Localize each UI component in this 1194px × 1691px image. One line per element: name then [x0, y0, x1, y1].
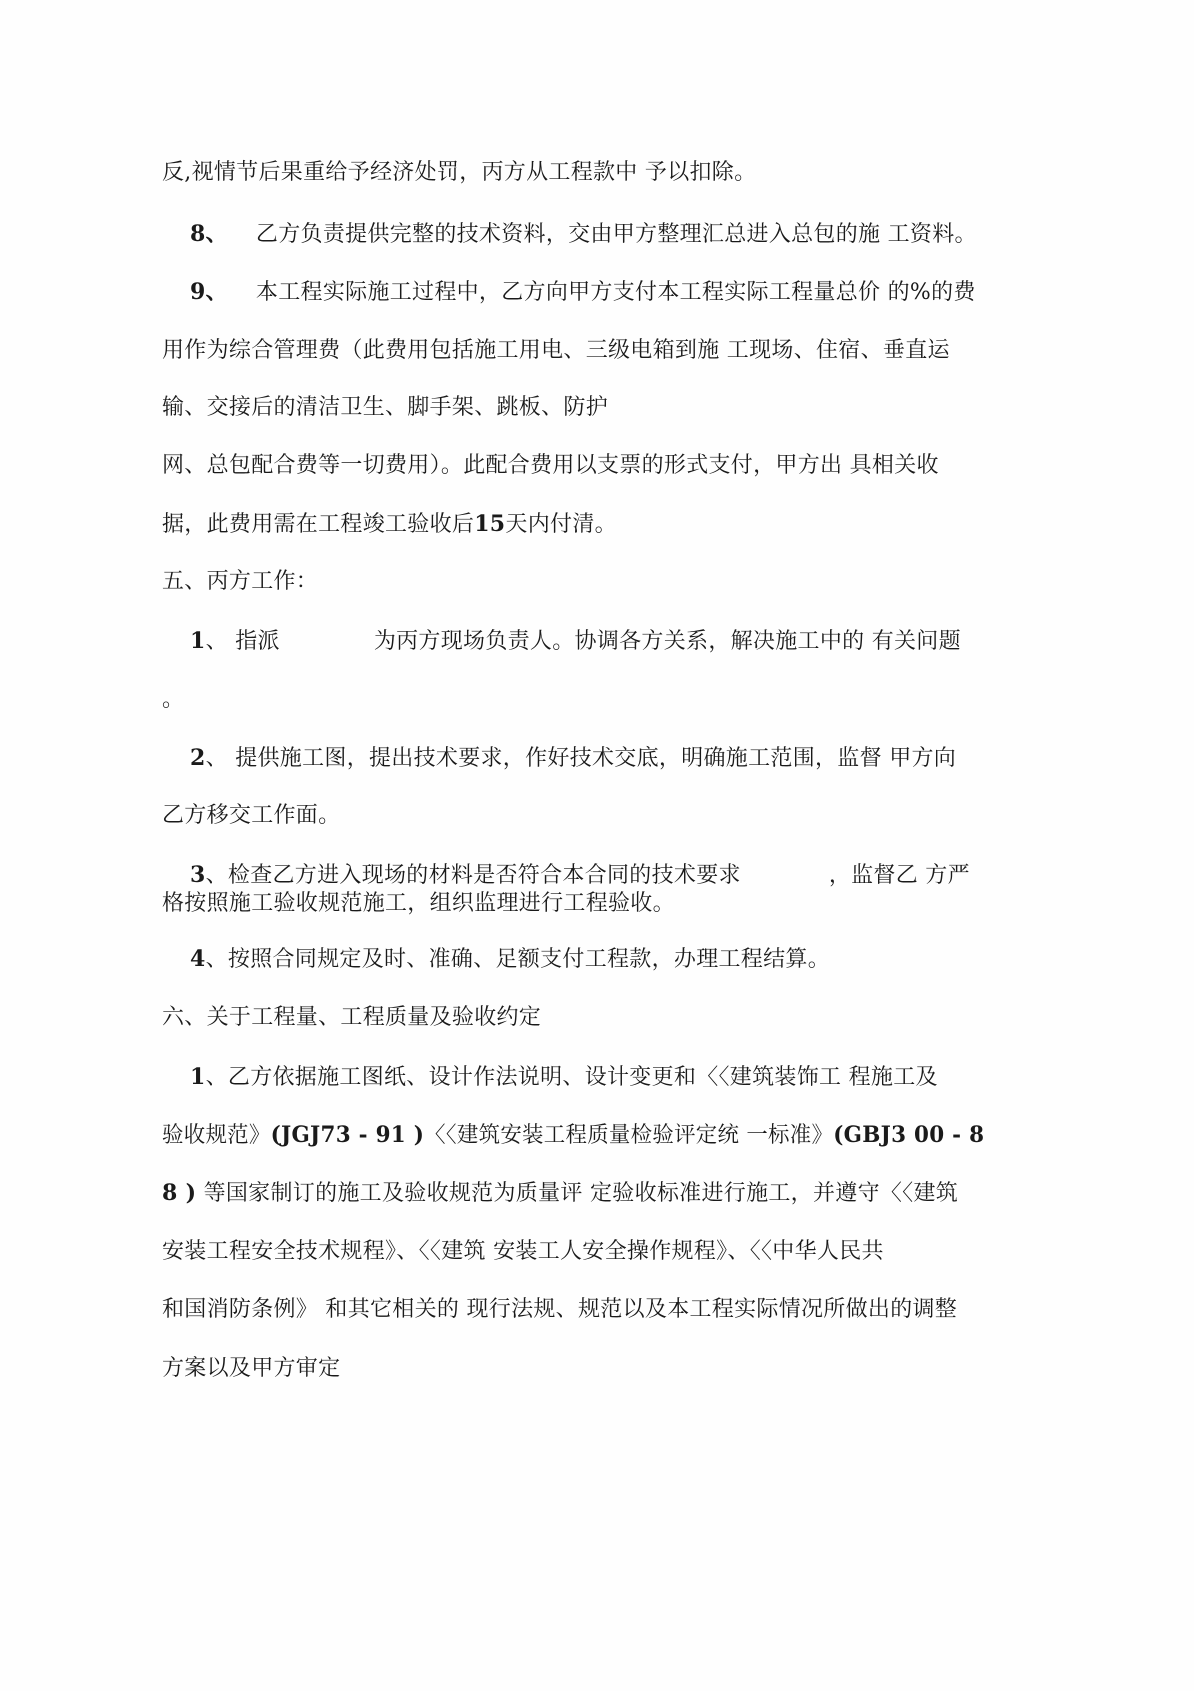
text-line: 格按照施工验收规范施工，组织监理进行工程验收。: [162, 891, 675, 916]
text-segment-bold: (JGJ73 - 91 ): [270, 1122, 425, 1148]
text-segment: 〈〈建筑安装工程质量检验评定统 一标准》: [424, 1123, 834, 1148]
text-segment-bold: (GBJ3 00 - 8: [833, 1122, 985, 1148]
text-line: 安装工程安全技术规程》、〈〈建筑 安装工人安全操作规程》、〈〈中华人民共: [162, 1239, 884, 1264]
clause-number: 9、: [190, 279, 228, 305]
text-segment: 据，此费用需在工程竣工验收后: [162, 512, 475, 537]
section-heading-6: 六、关于工程量、工程质量及验收约定: [162, 1005, 542, 1030]
clause-text: 、 指派: [205, 629, 280, 654]
clause-3: [190, 860, 970, 891]
clause-text: 本工程实际施工过程中，乙方向甲方支付本工程实际工程量总价 的%的费: [255, 280, 976, 305]
text-segment: 天内付清。: [505, 512, 617, 537]
text-segment: 等国家制订的施工及验收规范为质量评 定验收标准进行施工，并遵守〈〈建筑: [196, 1181, 959, 1206]
clause-2: [190, 743, 956, 774]
text-line: 和国消防条例》 和其它相关的 现行法规、规范以及本工程实际情况所做出的调整: [162, 1297, 958, 1322]
clause-8: [190, 219, 977, 250]
text-segment: 验收规范》: [162, 1123, 271, 1148]
clause-1: [190, 1062, 938, 1093]
clause-number: 2: [190, 745, 206, 771]
clause-text: 、检查乙方进入现场的材料是否符合本合同的技术要求: [205, 863, 741, 888]
text-segment-bold: 8 ): [162, 1180, 197, 1206]
clause-9: [190, 277, 976, 308]
section-heading-5: 五、丙方工作：: [162, 569, 319, 594]
text-line: [162, 1120, 984, 1151]
clause-number: 1: [190, 628, 206, 654]
clause-number: 1: [190, 1064, 206, 1090]
text-line: [162, 1178, 958, 1209]
clause-number: 8、: [190, 221, 228, 247]
clause-text: 、按照合同规定及时、准确、足额支付工程款，办理工程结算。: [205, 947, 831, 972]
clause-text: 乙方负责提供完整的技术资料，交由甲方整理汇总进入总包的施 工资料。: [255, 222, 977, 247]
text-line: 用作为综合管理费（此费用包括施工用电、三级电箱到施 工现场、住宿、垂直运: [162, 338, 950, 363]
clause-text: 、乙方依据施工图纸、设计作法说明、设计变更和〈〈建筑装饰工 程施工及: [205, 1065, 938, 1090]
clause-number: 4: [190, 946, 206, 972]
text-line: 乙方移交工作面。: [162, 803, 341, 828]
clause-text: ，监督乙 方严: [828, 863, 970, 888]
clause-number: 3: [190, 862, 206, 888]
text-line: 。: [162, 687, 185, 712]
text-line: 网、总包配合费等一切费用）。此配合费用以支票的形式支付，甲方出 具相关收: [162, 453, 939, 478]
text-line: 方案以及甲方审定: [162, 1356, 341, 1381]
clause-1: [190, 626, 961, 657]
clause-text: 、 提供施工图，提出技术要求，作好技术交底，明确施工范围，监督 甲方向: [205, 746, 957, 771]
clause-4: [190, 944, 830, 975]
text-line: 输、交接后的清洁卫生、脚手架、跳板、防护: [162, 395, 609, 420]
text-segment-bold: 15: [474, 511, 506, 537]
text-line: [162, 509, 617, 540]
text-line: 反,视情节后果重给予经济处罚，丙方从工程款中 予以扣除。: [162, 160, 757, 185]
clause-text: 为丙方现场负责人。协调各方关系，解决施工中的 有关问题: [373, 629, 961, 654]
